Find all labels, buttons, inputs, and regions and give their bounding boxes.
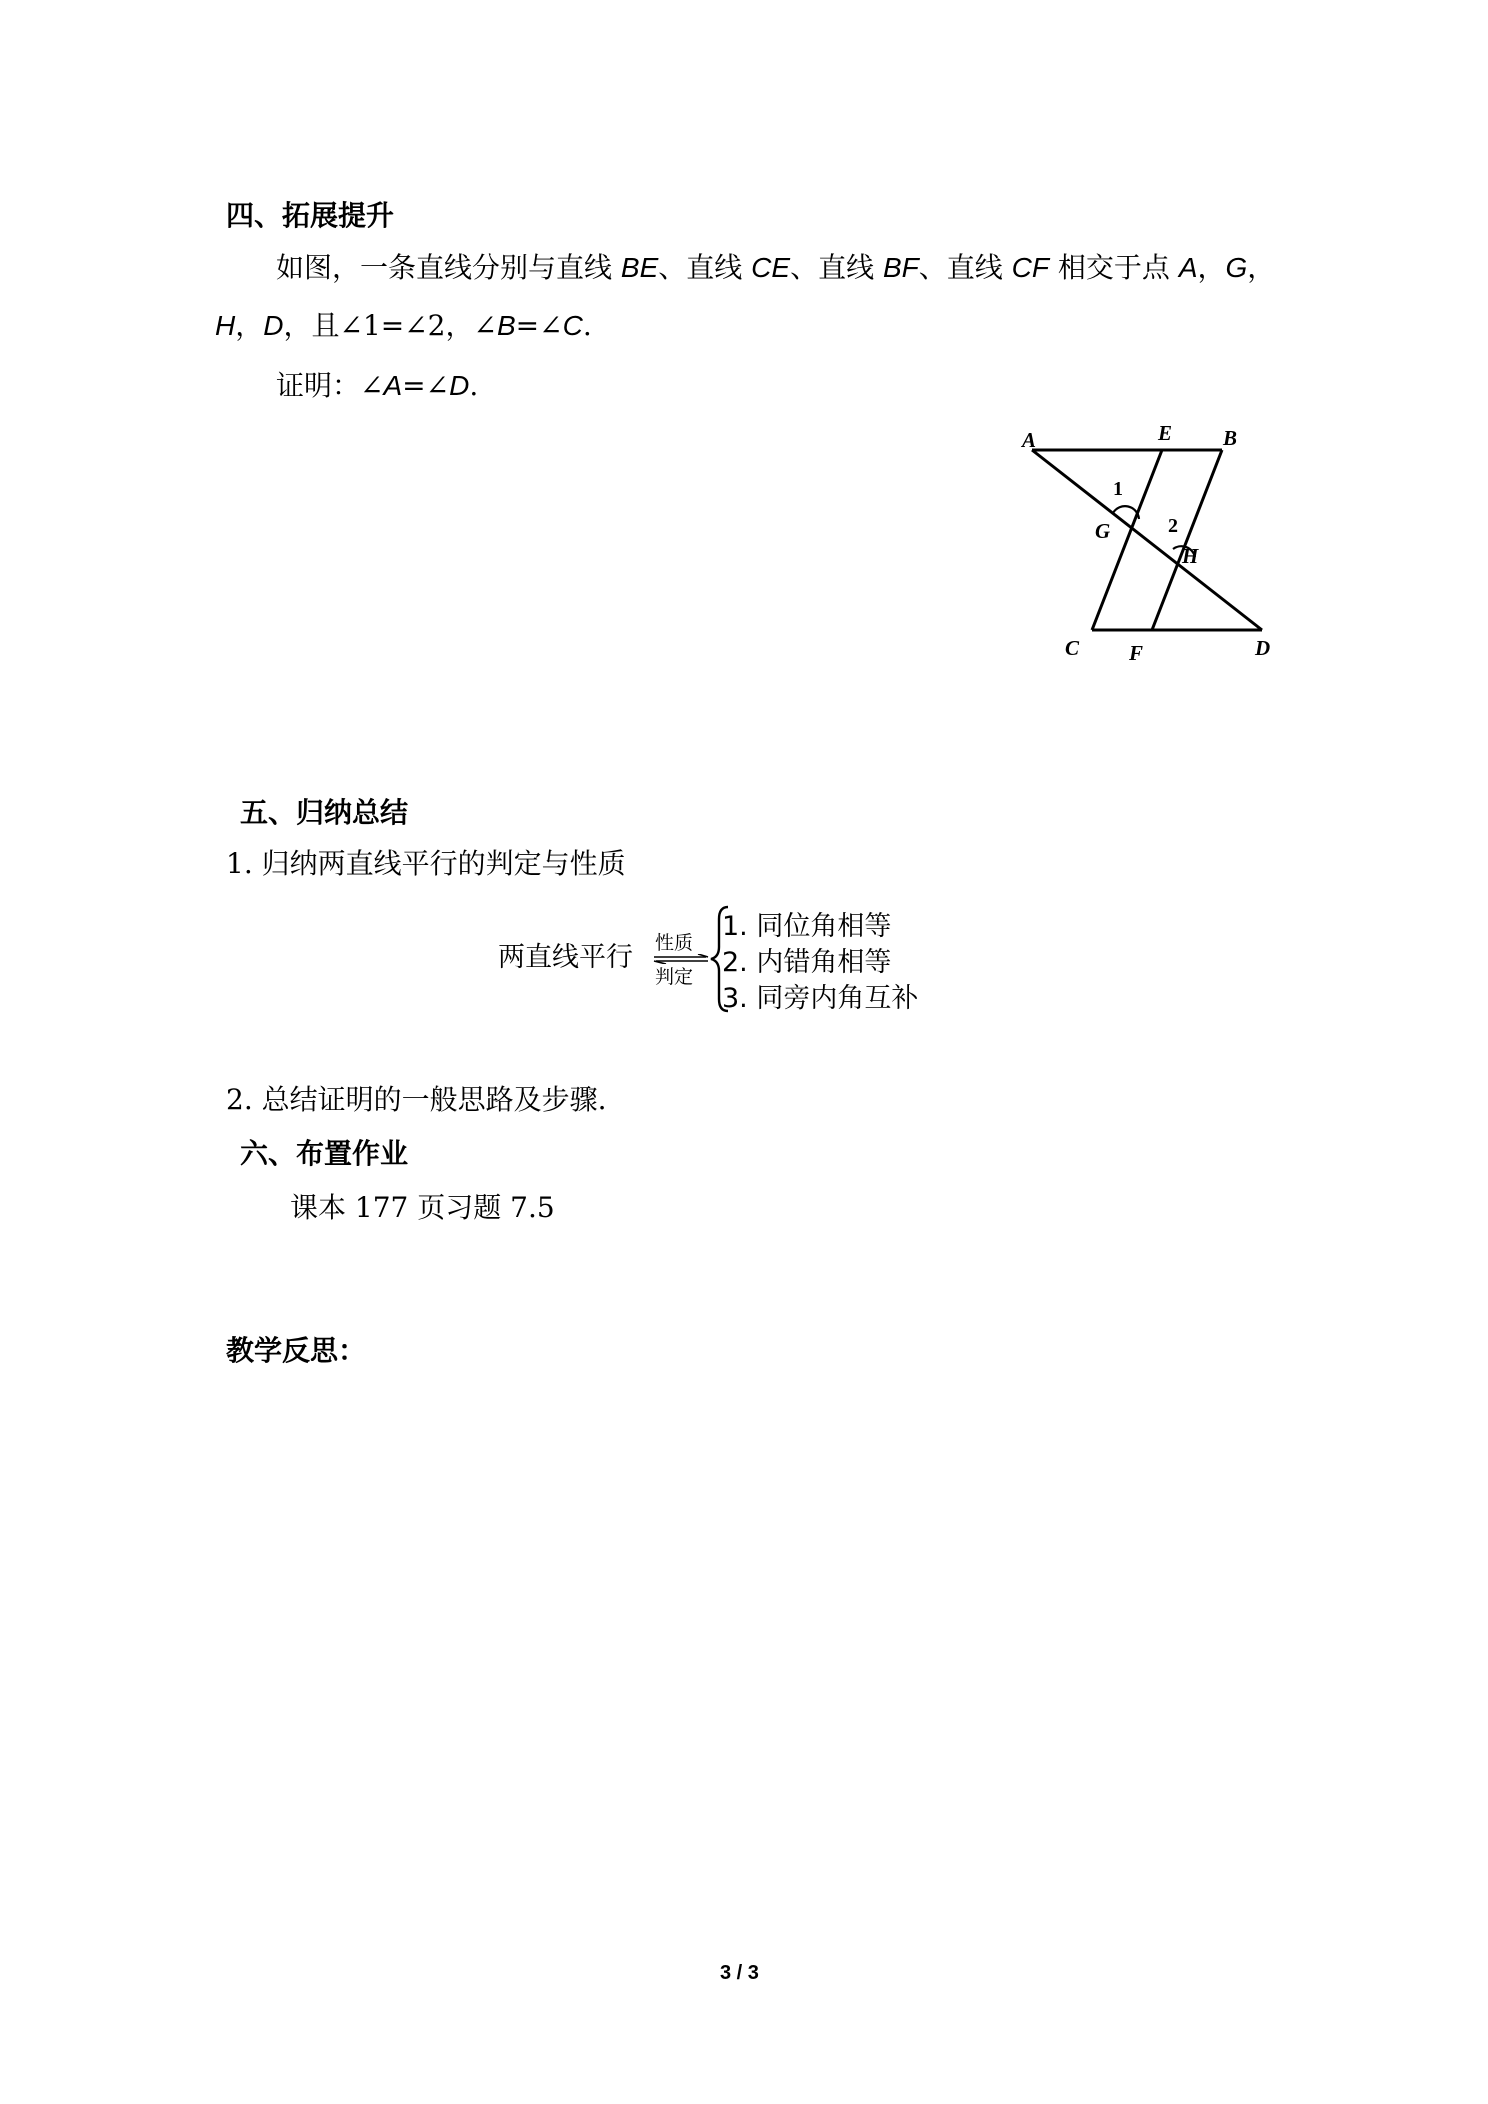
diagram-left-label: 两直线平行 [498, 942, 633, 973]
label-F: F [1129, 641, 1144, 665]
diagram-arrow-top-label: 性质 [655, 932, 694, 954]
section-6-title: 六、布置作业 [240, 1137, 409, 1170]
line-BF [1152, 450, 1222, 630]
label-B: B [1223, 426, 1238, 450]
label-C: C [1065, 636, 1080, 660]
label-D: D [1255, 636, 1271, 660]
reflection-heading: 教学反思： [226, 1334, 367, 1367]
diagram-row-1: 1. 同位角相等 [722, 911, 892, 942]
section-4-title: 四、拓展提升 [226, 199, 395, 232]
proof-statement: 证明：∠A=∠D. [276, 369, 479, 402]
summary-item-1: 1. 归纳两直线平行的判定与性质 [226, 847, 626, 880]
diagram-row-3: 3. 同旁内角互补 [722, 983, 919, 1014]
diagram-row-2: 2. 内错角相等 [722, 947, 892, 978]
label-angle-2: 2 [1168, 515, 1178, 537]
label-angle-1: 1 [1113, 478, 1123, 500]
diagram-arrow-bottom-label: 判定 [655, 966, 694, 988]
transversal-AD [1032, 450, 1262, 630]
problem-line-2: H，D，且∠1=∠2，∠B=∠C. [215, 309, 592, 342]
homework-text: 课本 177 页习题 7.5 [290, 1191, 555, 1224]
label-E: E [1158, 421, 1173, 445]
problem-line-1: 如图，一条直线分别与直线 BE、直线 CE、直线 BF、直线 CF 相交于点 A，G， [276, 251, 1276, 284]
label-H: H [1182, 544, 1199, 568]
label-A: A [1022, 428, 1037, 452]
section-5-title: 五、归纳总结 [240, 796, 409, 829]
label-G: G [1095, 519, 1111, 543]
summary-item-2: 2. 总结证明的一般思路及步骤. [226, 1083, 607, 1116]
page-number: 3 / 3 [720, 1962, 759, 1984]
geometry-figure [1010, 415, 1300, 675]
